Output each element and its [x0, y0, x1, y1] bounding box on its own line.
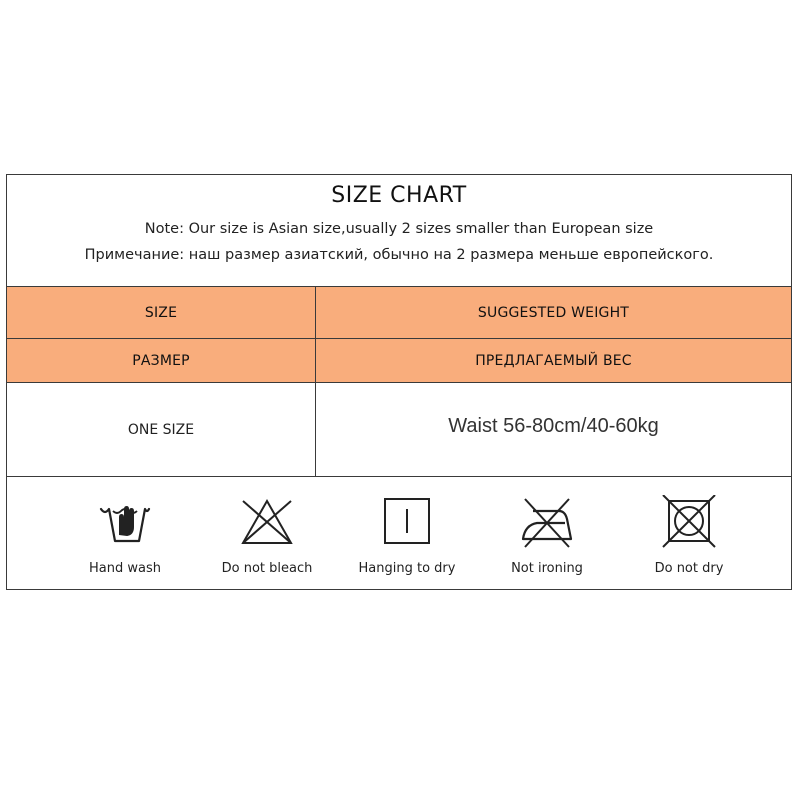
- care-label: Hanging to dry: [358, 561, 456, 576]
- note-russian: Примечание: наш размер азиатский, обычно на 2 размера меньше европейского.: [84, 247, 714, 263]
- hanging-dry-icon: [379, 495, 435, 551]
- header-cell-weight-ru: [316, 339, 791, 382]
- header-size-label: SIZE: [144, 304, 178, 321]
- weight-value: Waist 56-80cm/40-60kg: [448, 415, 659, 437]
- care-instructions: [7, 477, 791, 589]
- size-chart: [6, 174, 792, 590]
- weight-value-cell: [316, 383, 791, 476]
- size-value: ONE SIZE: [127, 421, 195, 438]
- care-item-do-not-dry: [619, 477, 759, 589]
- do-not-bleach-icon: [239, 495, 295, 551]
- care-label: Hand wash: [89, 561, 161, 576]
- care-item-not-ironing: [477, 477, 617, 589]
- header-cell-size: [7, 287, 316, 338]
- table-row: [7, 383, 791, 477]
- header-size-label-ru: РАЗМЕР: [132, 352, 190, 369]
- header-cell-weight: [316, 287, 791, 338]
- chart-title: SIZE CHART: [331, 183, 467, 208]
- care-label: Not ironing: [511, 561, 583, 576]
- note-english: Note: Our size is Asian size,usually 2 sizes smaller than European size: [144, 221, 654, 237]
- header-weight-label-ru: ПРЕДЛАГАЕМЫЙ ВЕС: [475, 352, 632, 369]
- care-item-hanging-dry: [337, 477, 477, 589]
- size-value-cell: [7, 383, 316, 476]
- do-not-dry-icon: [661, 495, 717, 551]
- care-label: Do not bleach: [221, 561, 313, 576]
- care-item-do-not-bleach: [197, 477, 337, 589]
- care-item-hand-wash: [55, 477, 195, 589]
- table-header-row-en: [7, 287, 791, 339]
- care-label: Do not dry: [654, 561, 724, 576]
- not-ironing-icon: [519, 495, 575, 551]
- header-cell-size-ru: [7, 339, 316, 382]
- chart-header: [7, 175, 791, 287]
- hand-wash-icon: [97, 495, 153, 551]
- header-weight-label: SUGGESTED WEIGHT: [477, 304, 630, 321]
- table-header-row-ru: [7, 339, 791, 383]
